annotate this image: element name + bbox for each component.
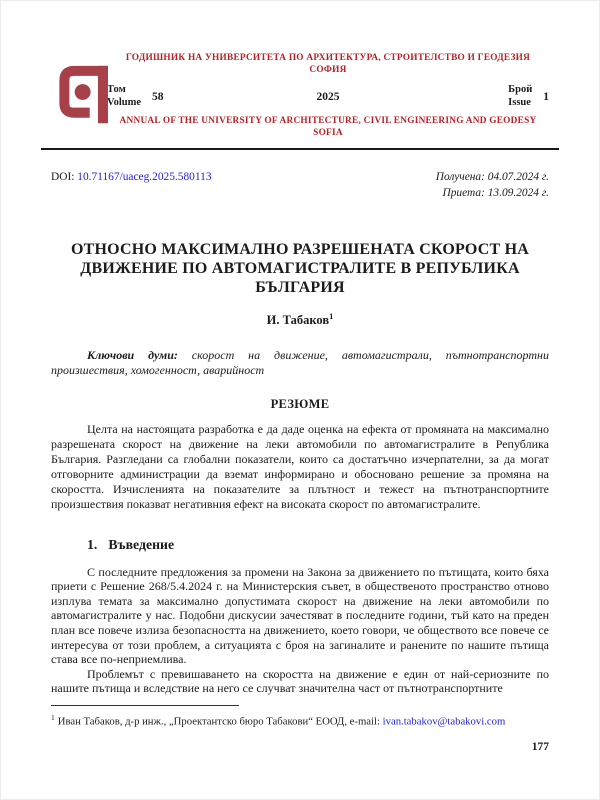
section-1-heading — [51, 537, 549, 553]
footnote-email-link[interactable]: ivan.tabakov@tabakovi.com — [382, 715, 506, 728]
issue-label-en: Issue — [508, 96, 531, 108]
keywords-paragraph — [51, 348, 549, 378]
doi-block — [51, 170, 212, 186]
volume-issue-row — [107, 84, 549, 109]
abstract-heading: РЕЗЮМЕ — [270, 397, 330, 412]
author-line — [51, 311, 549, 328]
masthead-divider — [41, 148, 559, 150]
doi-label: DOI: — [51, 171, 75, 183]
issue-group — [340, 84, 550, 109]
abstract-paragraph: Целта на настоящата разработка е да даде оценка на ефекта от промяната на максимално разрешената скорост на движение на леки автомобили по автомагистралите в Република България. Разгледани са глобални показатели, които са достатъчно изчерпателни, за да могат отговорните администрации да вземат информирано и обосновано решение за промяна на скоростта. Изчисленията на показателите за плътност и тежест на пътнотранспортните произшествия показват негативния ефект на високата скорост по автомагистралите. — [51, 422, 549, 511]
keywords-label: Ключови думи: — [87, 348, 178, 363]
volume-number: 58 — [152, 90, 164, 103]
issue-label-bg: Брой — [508, 84, 533, 95]
annual-title-bg-line2: СОФИЯ — [309, 64, 347, 75]
section-1-title: Въведение — [108, 536, 175, 552]
dates-block — [436, 170, 549, 201]
footnote-divider — [51, 705, 239, 706]
uaceg-logo-icon — [54, 62, 116, 130]
keywords-text: скорост на движение, автомагистрали, пътнотранспортни произшествия, хомогенност, аварийност — [51, 348, 549, 378]
publication-year: 2025 — [316, 90, 340, 103]
footnote-text-line — [51, 711, 549, 729]
page-number: 177 — [531, 741, 549, 753]
volume-group — [107, 84, 317, 109]
masthead-text — [107, 53, 549, 139]
annual-title-bg-line1: ГОДИШНИК НА УНИВЕРСИТЕТА ПО АРХИТЕКТУРА, СТРОИТЕЛСТВО И ГЕОДЕЗИЯ — [125, 53, 531, 63]
received-date: Получена: 04.07.2024 г. — [435, 171, 549, 183]
accepted-date: Приета: 13.09.2024 г. — [442, 186, 549, 199]
footnote-mark: 1 — [51, 713, 55, 722]
author-footnote-mark: 1 — [329, 311, 334, 321]
section-1-number: 1. — [87, 536, 98, 552]
journal-masthead — [51, 53, 549, 150]
author-name: И. Табаков — [266, 313, 330, 328]
annual-title-en-line1: ANNUAL OF THE UNIVERSITY OF ARCHITECTURE, CIVIL ENGINEERING AND GEODESY — [119, 116, 537, 126]
doi-link[interactable]: 10.71167/uaceg.2025.580113 — [77, 171, 212, 183]
article-title: ОТНОСНО МАКСИМАЛНО РАЗРЕШЕНАТА СКОРОСТ НА ДВИЖЕНИЕ ПО АВТОМАГИСТРАЛИТЕ В РЕПУБЛИКА БЪЛГАРИЯ — [71, 241, 529, 296]
footnote-block — [51, 705, 549, 729]
section-1-paragraph-1: С последните предложения за промени на Закона за движението по пътищата, които бяха приети с Решение 268/5.4.2024 г. на Министерския съвет, в общественото пространство отново изплува темата за максимално допустимата скорост на движение на леки автомобили по автомагистралите у нас. Подобни дискусии зачестяват в последните години, тъй като на преден план все повече излиза безопасността на движението, което говори, че обществото все повече се интересува от този проблем, а ситуацията с броя на загиналите и ранените по нашите пътища става все по-неприемлива. — [51, 564, 549, 667]
annual-title-en-line2: SOFIA — [313, 127, 343, 138]
doi-dates-row — [51, 170, 549, 201]
section-1-paragraph-2: Проблемът с превишаването на скоростта на движение е един от най-сериозните по нашите пътища и вследствие на него се случват значителна част от пътнотранспортните — [51, 666, 549, 696]
issue-number: 1 — [543, 90, 549, 103]
volume-label-en: Volume — [107, 96, 142, 108]
volume-label-bg: Том — [107, 84, 126, 95]
footnote-text: Иван Табаков, д-р инж., „Проектантско бюро Табакови“ ЕООД, e-mail: — [57, 715, 383, 728]
issue-label — [508, 84, 532, 109]
